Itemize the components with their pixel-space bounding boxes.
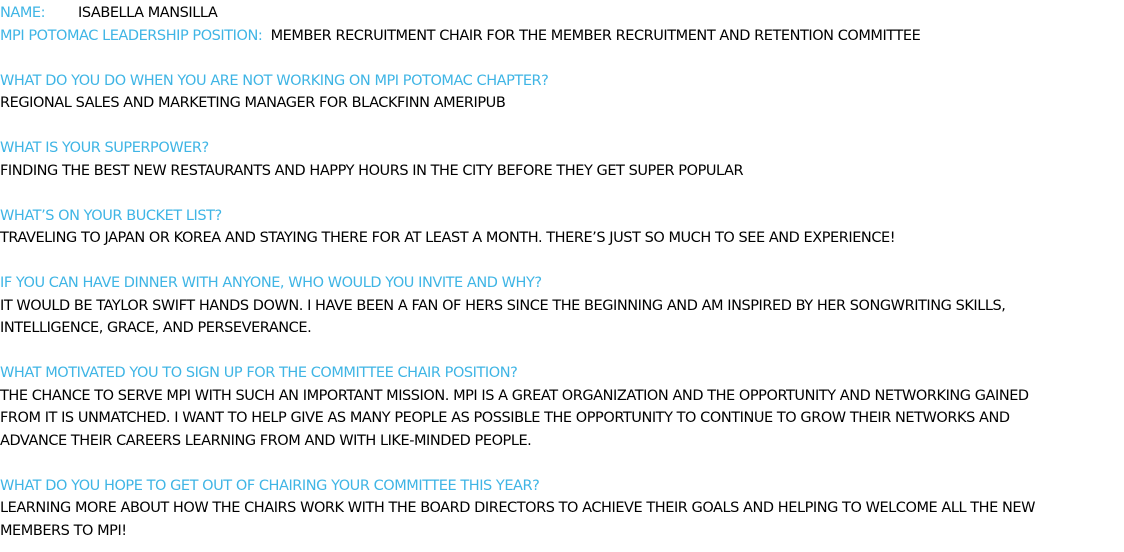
- question-heading: WHAT DO YOU DO WHEN YOU ARE NOT WORKING ON MPI POTOMAC CHAPTER?: [0, 72, 549, 89]
- spacer: [0, 452, 1124, 475]
- position-label: MPI POTOMAC LEADERSHIP POSITION:: [0, 27, 263, 44]
- question-heading: WHAT DO YOU HOPE TO GET OUT OF CHAIRING YOUR COMMITTEE THIS YEAR?: [0, 477, 540, 494]
- answer-line: ADVANCE THEIR CAREERS LEARNING FROM AND WITH LIKE-MINDED PEOPLE.: [0, 432, 532, 449]
- name-label: NAME:: [0, 5, 46, 21]
- answer-line: THE CHANCE TO SERVE MPI WITH SUCH AN IMPORTANT MISSION. MPI IS A GREAT ORGANIZATION AND THE OPPORTUNITY AND NETWORKING GAINED: [0, 387, 1029, 404]
- spacer: [0, 182, 1124, 205]
- answer-line: INTELLIGENCE, GRACE, AND PERSEVERANCE.: [0, 320, 312, 336]
- spacer: [0, 250, 1124, 273]
- spacer: [0, 115, 1124, 138]
- answer-line: TRAVELING TO JAPAN OR KOREA AND STAYING THERE FOR AT LEAST A MONTH. THERE’S JUST SO MUCH TO SEE AND EXPERIENCE!: [0, 230, 896, 246]
- spacer: [0, 340, 1124, 363]
- answer-line: LEARNING MORE ABOUT HOW THE CHAIRS WORK WITH THE BOARD DIRECTORS TO ACHIEVE THEIR GOALS AND HELPING TO WELCOME ALL THE NEW: [0, 500, 1035, 516]
- question-heading: IF YOU CAN HAVE DINNER WITH ANYONE, WHO WOULD YOU INVITE AND WHY?: [0, 275, 542, 291]
- name-row: [0, 2, 1124, 25]
- name-value: ISABELLA MANSILLA: [78, 5, 218, 21]
- answer-line: MEMBERS TO MPI!: [0, 522, 127, 539]
- answer-line: FROM IT IS UNMATCHED. I WANT TO HELP GIVE AS MANY PEOPLE AS POSSIBLE THE OPPORTUNITY TO CONTINUE TO GROW THEIR NETWORKS AND: [0, 410, 1010, 426]
- position-row: [0, 25, 1124, 48]
- answer-line: REGIONAL SALES AND MARKETING MANAGER FOR BLACKFINN AMERIPUB: [0, 95, 506, 111]
- question-heading: WHAT’S ON YOUR BUCKET LIST?: [0, 207, 222, 224]
- position-value: MEMBER RECRUITMENT CHAIR FOR THE MEMBER RECRUITMENT AND RETENTION COMMITTEE: [270, 27, 921, 44]
- question-heading: WHAT IS YOUR SUPERPOWER?: [0, 140, 209, 156]
- spacer: [0, 47, 1124, 70]
- question-heading: WHAT MOTIVATED YOU TO SIGN UP FOR THE COMMITTEE CHAIR POSITION?: [0, 365, 518, 381]
- answer-line: FINDING THE BEST NEW RESTAURANTS AND HAPPY HOURS IN THE CITY BEFORE THEY GET SUPER POPULAR: [0, 162, 744, 179]
- answer-line: IT WOULD BE TAYLOR SWIFT HANDS DOWN. I HAVE BEEN A FAN OF HERS SINCE THE BEGINNING AND AM INSPIRED BY HER SONGWRITING SKILLS,: [0, 297, 1006, 314]
